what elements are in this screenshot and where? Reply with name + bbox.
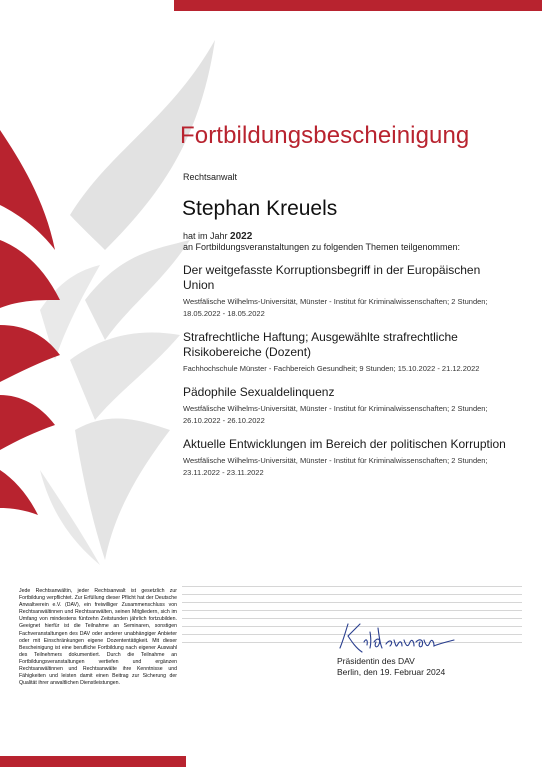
year-value: 2022 bbox=[230, 231, 253, 242]
course-meta bbox=[183, 403, 513, 427]
year-prefix: hat im Jahr bbox=[183, 231, 231, 241]
signature-stroke bbox=[340, 624, 454, 652]
certificate-title: Fortbildungsbescheinigung bbox=[180, 122, 470, 149]
course-meta-line: Westfälische Wilhelms-Universität, Münster - Institut für Kriminalwissenschaften; 2 Stunden; bbox=[183, 404, 488, 413]
course-item bbox=[183, 437, 513, 479]
course-dates: 18.05.2022 - 18.05.2022 bbox=[183, 309, 265, 318]
year-line bbox=[183, 231, 252, 242]
course-meta bbox=[183, 296, 513, 320]
course-item bbox=[183, 330, 513, 375]
rule-line bbox=[182, 594, 522, 595]
course-meta bbox=[183, 363, 513, 375]
rule-line bbox=[182, 610, 522, 611]
attendee-name: Stephan Kreuels bbox=[182, 197, 338, 220]
swoosh-red-2 bbox=[0, 240, 60, 308]
course-meta-line: Fachhochschule Münster - Fachbereich Gesundheit; 9 Stunden; 15.10.2022 - 21.12.2022 bbox=[183, 364, 480, 373]
swoosh-red-1 bbox=[0, 130, 55, 250]
swoosh-gray-band-2 bbox=[85, 240, 190, 340]
course-item bbox=[183, 385, 513, 427]
swoosh-red-5 bbox=[0, 470, 38, 515]
swoosh-red-4 bbox=[0, 395, 55, 450]
course-title: Der weitgefasste Korruptionsbegriff in der Europäischen Union bbox=[183, 263, 481, 292]
rule-line bbox=[182, 586, 522, 587]
signature-image bbox=[334, 618, 464, 658]
course-meta-line: Westfälische Wilhelms-Universität, Münster - Institut für Kriminalwissenschaften; 2 Stunden; bbox=[183, 297, 488, 306]
salutation: Rechtsanwalt bbox=[183, 172, 238, 182]
bottom-accent-bar bbox=[0, 756, 186, 767]
course-meta-line: Westfälische Wilhelms-Universität, Münster - Institut für Kriminalwissenschaften; 2 Stunden; bbox=[183, 456, 488, 465]
course-dates: 26.10.2022 - 26.10.2022 bbox=[183, 416, 265, 425]
swoosh-gray-band-3 bbox=[70, 333, 180, 420]
course-title: Strafrechtliche Haftung; Ausgewählte strafrechtliche Risikobereiche (Dozent) bbox=[183, 330, 458, 359]
intro-text: an Fortbildungsveranstaltungen zu folgenden Themen teilgenommen: bbox=[183, 242, 461, 252]
course-item bbox=[183, 263, 513, 320]
signatory-title: Präsidentin des DAV bbox=[337, 656, 415, 666]
course-list bbox=[183, 263, 513, 489]
course-title: Pädophile Sexualdelinquenz bbox=[183, 385, 335, 399]
place-date: Berlin, den 19. Februar 2024 bbox=[337, 667, 446, 677]
rule-line bbox=[182, 602, 522, 603]
legal-notice: Jede Rechtsanwältin, jeder Rechtsanwalt ist gesetzlich zur Fortbildung verpflichtet. Zur Erfüllung dieser Pflicht hat der Deutsche Anwaltverein e.V. (DAV), ein freiwilliger Zusammenschluss von Rechtsanwältinnen und Rechtsanwälten, seinen Mitgliedern, sich im Umfang von mindestens fünfzehn Zeitstunden jährlich fortzubilden. Geeignet hierfür ist die Teilnahme an Seminaren, sonstigen Fachveranstaltungen des DAV oder anderer unabhängiger Anbieter oder mit Einschränkungen eigene Dozententätigkeit. Mit dieser Bescheinigung ist eine berufliche Fortbildung nach eigener Auswahl des Teilnehmers dokumentiert. Durch die Teilnahme an Fortbildungsveranstaltungen vertiefen und ergänzen Rechtsanwältinnen und Rechtsanwälte ihre Kenntnisse und Fähigkeiten und leisten damit einen Beitrag zur Sicherung der Qualität ihrer anwaltlichen Dienstleistungen. bbox=[19, 588, 177, 687]
course-dates: 23.11.2022 - 23.11.2022 bbox=[183, 468, 264, 477]
course-title: Aktuelle Entwicklungen im Bereich der politischen Korruption bbox=[183, 437, 506, 451]
course-meta bbox=[183, 455, 513, 479]
signature-caption bbox=[337, 656, 445, 678]
swoosh-gray-band-4 bbox=[75, 418, 170, 560]
